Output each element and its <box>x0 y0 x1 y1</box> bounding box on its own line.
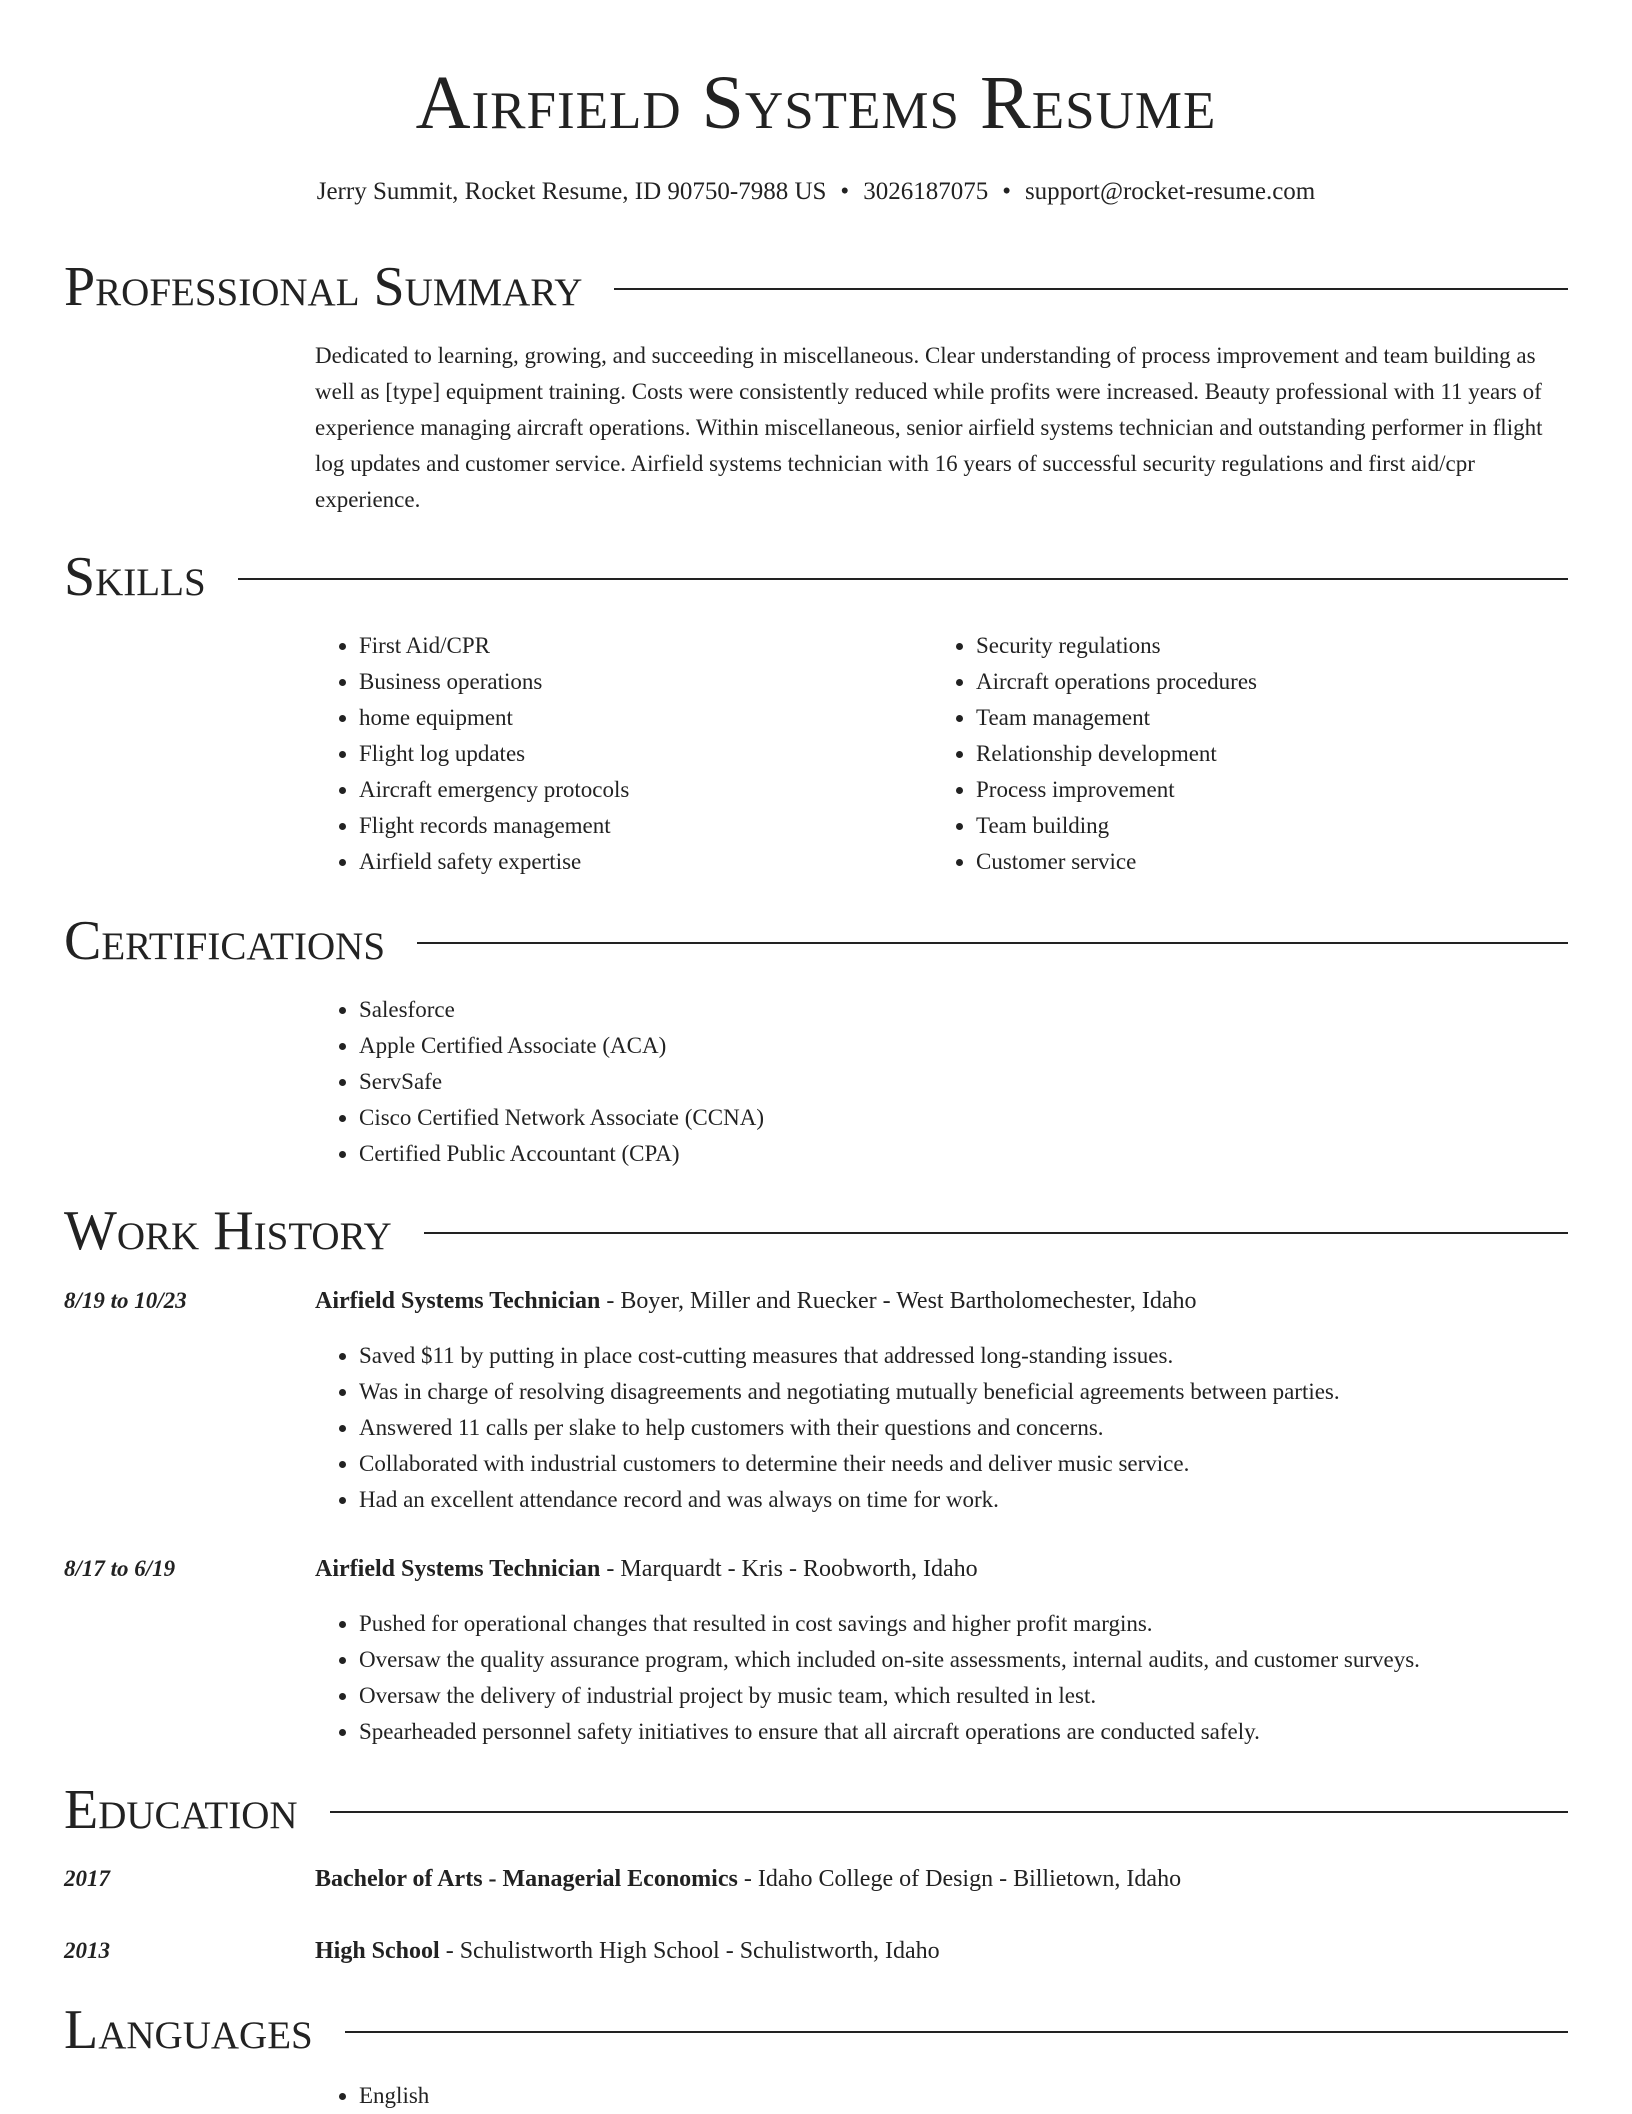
job-title: Airfield Systems Technician <box>315 1556 601 1582</box>
list-item: • Saved $11 by putting in place cost-cutting measures that addressed long-standing issues. <box>359 1338 1592 1374</box>
list-item: • Was in charge of resolving disagreements and negotiating mutually beneficial agreements between parties. <box>359 1374 1592 1410</box>
section-divider <box>424 1232 1568 1234</box>
contact-separator: • <box>840 178 850 205</box>
skills-column-left <box>315 628 915 880</box>
summary-text: Dedicated to learning, growing, and succeeding in miscellaneous. Clear understanding of process improvement and team building as well as [type] equipment training. Costs were consistently reduced while profits were increased. Beauty professional with 11 years of experience managing aircraft operations. Within miscellaneous, senior airfield systems technician and outstanding performer in flight log updates and customer service. Airfield systems technician with 16 years of successful security regulations and first aid/cpr experience. <box>315 343 1543 512</box>
section-divider <box>345 2031 1568 2033</box>
section-divider <box>417 942 1568 944</box>
list-item: • Aircraft emergency protocols <box>359 772 915 808</box>
section-title: Skills <box>64 546 206 608</box>
section-divider <box>614 288 1568 290</box>
section-title: Education <box>64 1779 298 1841</box>
section-title: Languages <box>64 1999 313 2061</box>
list-item: • Oversaw the quality assurance program, which included on-site assessments, internal audits, and customer surveys. <box>359 1642 1592 1678</box>
job-employer: - Boyer, Miller and Ruecker - West Bartholomechester, Idaho <box>600 1288 1197 1314</box>
list-item: • Team management <box>976 700 1532 736</box>
list-item: • Answered 11 calls per slake to help customers with their questions and concerns. <box>359 1410 1592 1446</box>
list-item: • Business operations <box>359 664 915 700</box>
job-dates: 8/19 to 10/23 <box>64 1288 187 1313</box>
list-item: • Pushed for operational changes that resulted in cost savings and higher profit margins. <box>359 1606 1592 1642</box>
languages-list <box>315 2078 1315 2114</box>
job-title: Airfield Systems Technician <box>315 1288 601 1314</box>
section-title: Work History <box>64 1200 392 1262</box>
education-degree: High School <box>315 1938 440 1964</box>
education-degree: Bachelor of Arts - Managerial Economics <box>315 1866 738 1892</box>
education-year: 2013 <box>64 1938 110 1963</box>
list-item: • Flight records management <box>359 808 915 844</box>
job-bullets <box>315 1606 1592 1750</box>
job-heading <box>315 1283 1592 1319</box>
section-header-languages <box>64 1995 1568 2065</box>
section-title: Certifications <box>64 910 386 972</box>
list-item: • First Aid/CPR <box>359 628 915 664</box>
list-item: • Team building <box>976 808 1532 844</box>
list-item: • home equipment <box>359 700 915 736</box>
job-heading <box>315 1551 1592 1587</box>
list-item: • Collaborated with industrial customers to determine their needs and deliver music service. <box>359 1446 1592 1482</box>
contact-line <box>0 174 1632 210</box>
list-item: • English <box>359 2078 1315 2114</box>
job-employer: - Marquardt - Kris - Roobworth, Idaho <box>600 1556 978 1582</box>
section-header-certifications <box>64 906 1568 976</box>
education-school: - Schulistworth High School - Schulistworth, Idaho <box>439 1938 940 1964</box>
resume-title: Airfield Systems Resume <box>415 61 1217 145</box>
job-bullets <box>315 1338 1592 1518</box>
contact-email[interactable]: support@rocket-resume.com <box>1024 178 1316 205</box>
contact-separator: • <box>1002 178 1011 205</box>
list-item: • Spearheaded personnel safety initiatives to ensure that all aircraft operations are conducted safely. <box>359 1714 1592 1750</box>
section-header-skills <box>64 542 1568 612</box>
list-item: • Apple Certified Associate (ACA) <box>359 1028 1315 1064</box>
list-item: • Airfield safety expertise <box>359 844 915 880</box>
list-item: • Salesforce <box>359 992 1315 1028</box>
list-item: • Process improvement <box>976 772 1532 808</box>
list-item: • Relationship development <box>976 736 1532 772</box>
list-item: • Customer service <box>976 844 1532 880</box>
list-item: • ServSafe <box>359 1064 1315 1100</box>
job-dates: 8/17 to 6/19 <box>64 1556 176 1581</box>
list-item: • Flight log updates <box>359 736 915 772</box>
contact-phone: 3026187075 <box>863 178 989 205</box>
certifications-list <box>315 992 1315 1172</box>
education-year: 2017 <box>64 1866 110 1891</box>
education-entry <box>315 1861 1592 1897</box>
list-item: • Oversaw the delivery of industrial project by music team, which resulted in lest. <box>359 1678 1592 1714</box>
list-item: • Certified Public Accountant (CPA) <box>359 1136 1315 1172</box>
list-item: • Aircraft operations procedures <box>976 664 1532 700</box>
education-school: - Idaho College of Design - Billietown, Idaho <box>737 1866 1182 1892</box>
contact-address: Jerry Summit, Rocket Resume, ID 90750-7988 US <box>316 178 827 205</box>
list-item: • Cisco Certified Network Associate (CCNA) <box>359 1100 1315 1136</box>
list-item: • Had an excellent attendance record and was always on time for work. <box>359 1482 1592 1518</box>
skills-column-right <box>932 628 1532 880</box>
section-header-summary <box>64 252 1568 322</box>
section-title: Professional Summary <box>64 256 583 318</box>
section-header-education <box>64 1775 1568 1845</box>
list-item: • Security regulations <box>976 628 1532 664</box>
section-divider <box>238 578 1568 580</box>
section-header-work-history <box>64 1196 1568 1266</box>
education-entry <box>315 1933 1592 1969</box>
section-divider <box>330 1811 1568 1813</box>
